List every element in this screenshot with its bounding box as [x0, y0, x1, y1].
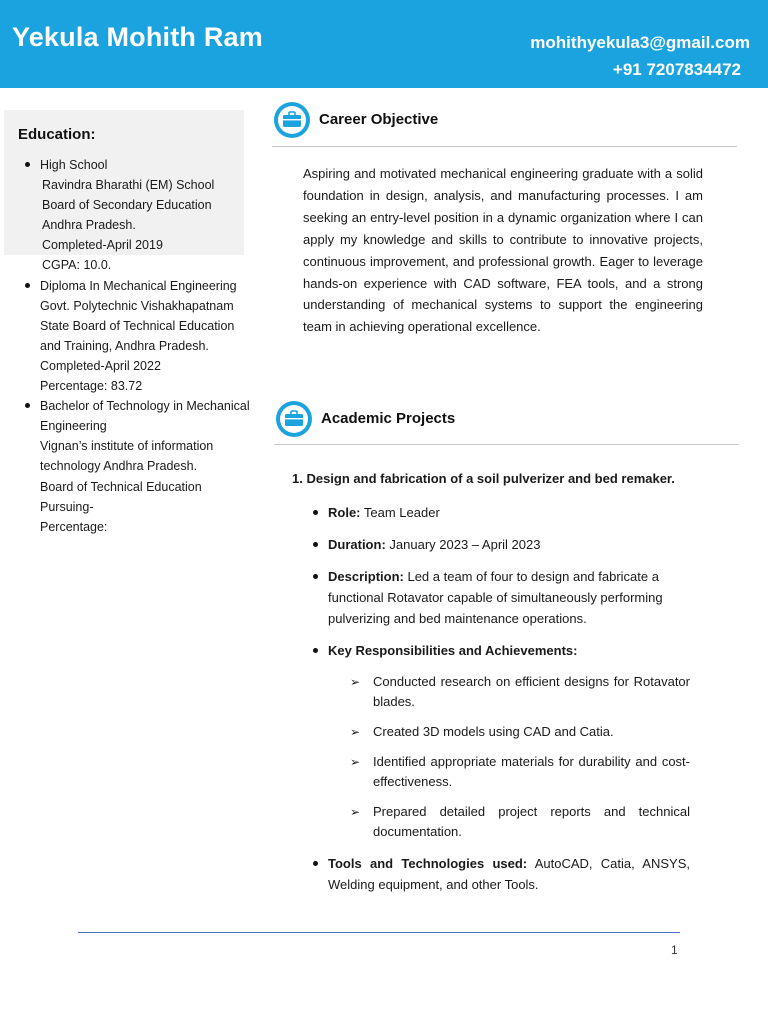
career-objective-divider [272, 146, 737, 147]
academic-projects-title: Academic Projects [321, 410, 456, 427]
education-line: Ravindra Bharathi (EM) School [42, 178, 215, 193]
education-line: Bachelor of Technology in Mechanical [40, 399, 250, 414]
education-line: High School [40, 158, 108, 172]
footer-divider [78, 932, 680, 933]
education-line: Diploma In Mechanical Engineering [40, 278, 237, 293]
project-details-list [310, 502, 690, 906]
project-tools: Tools and Technologies used: AutoCAD, Catia, ANSYS, Welding equipment, and other Tools. [310, 853, 690, 895]
arrow-bullet-icon: ➢ [350, 725, 361, 739]
arrow-bullet-icon: ➢ [350, 755, 361, 769]
header-banner [0, 0, 768, 88]
candidate-name: Yekula Mohith Ram [12, 22, 263, 52]
project-responsibilities: Key Responsibilities and Achievements: ➢ Conducted research on efficient designs for Rotavator blades. ➢ Created 3D models using CAD and Catia. ➢ Identified appropriate materials for durability and cost-effectiveness. ➢ Prepared detailed project reports and technical documentation. [310, 640, 690, 842]
education-line: Percentage: 83.72 [40, 379, 143, 394]
education-title: Education: [18, 126, 96, 143]
education-line: Pursuing- [40, 499, 94, 514]
education-line: Govt. Polytechnic Vishakhapatnam [40, 298, 234, 313]
responsibility-item: ➢ Created 3D models using CAD and Catia. [328, 722, 690, 742]
education-line: Completed-April 2022 [40, 358, 161, 373]
project-description: Description: Led a team of four to design and fabricate a functional Rotavator capable of simultaneously performing pulverizing and bed maintenance operations. [310, 566, 690, 629]
education-line: Percentage: [40, 519, 108, 534]
page-number: 1 [671, 943, 678, 957]
education-line: technology Andhra Pradesh. [40, 459, 198, 474]
project-duration: Duration: January 2023 – April 2023 [310, 534, 690, 555]
career-objective-text: Aspiring and motivated mechanical engineering graduate with a solid foundation in design, analysis, and manufacturing processes. I am seeking an entry-level position in a dynamic organization where I can apply my knowledge and skills to contribute to innovative projects, continuous improvement, and professional growth. Eager to leverage hands-on experience with CAD software, FEA tools, and a strong understanding of mechanical systems to support the engineering team in achieving operational excellence. [303, 166, 703, 335]
education-entry-high-school [22, 155, 262, 276]
education-line: Engineering [40, 419, 107, 434]
arrow-bullet-icon: ➢ [350, 675, 361, 689]
contact-email[interactable]: mohithyekula3@gmail.com [530, 33, 750, 52]
education-line: Completed-April 2019 [42, 238, 163, 253]
briefcase-icon [274, 102, 310, 138]
education-line: State Board of Technical Education [40, 318, 235, 333]
responsibility-item: ➢ Prepared detailed project reports and technical documentation. [350, 804, 690, 839]
project-title: 1. Design and fabrication of a soil pulverizer and bed remaker. [292, 471, 675, 486]
education-line: Andhra Pradesh. [42, 218, 136, 233]
academic-projects-divider [274, 444, 739, 445]
contact-phone[interactable]: +91 7207834472 [612, 60, 741, 79]
responsibilities-list [328, 672, 690, 842]
briefcase-icon [276, 401, 312, 437]
education-line: Board of Technical Education [40, 479, 202, 494]
career-objective-title: Career Objective [319, 111, 439, 128]
education-entry-diploma [22, 276, 262, 397]
responsibility-item: ➢ Identified appropriate materials for durability and cost-effectiveness. [350, 754, 690, 789]
education-list [22, 155, 262, 537]
responsibility-item: ➢ Conducted research on efficient designs for Rotavator blades. [350, 674, 690, 709]
education-line: CGPA: 10.0. [42, 258, 112, 273]
arrow-bullet-icon: ➢ [350, 805, 361, 819]
education-line: Board of Secondary Education [42, 198, 212, 213]
education-line: and Training, Andhra Pradesh. [40, 338, 209, 353]
project-role: Role: Team Leader [310, 502, 690, 523]
education-line: Vignan’s institute of information [40, 439, 214, 454]
education-entry-btech [22, 396, 262, 537]
